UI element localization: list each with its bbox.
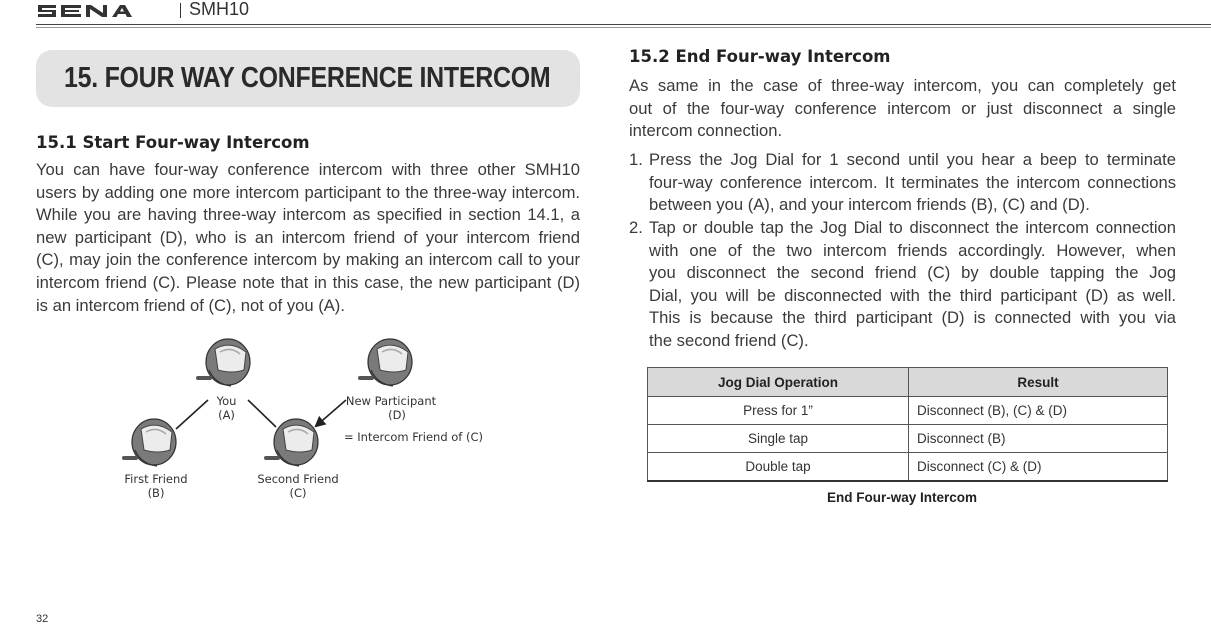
- intercom-friend-note: = Intercom Friend of (C): [344, 430, 484, 444]
- section-start-paragraph: [36, 159, 580, 317]
- list-line: you disconnect the second friend (C) by double tapping the Jog: [649, 263, 1176, 283]
- label-first-friend: First Friend (B): [124, 472, 188, 500]
- paragraph-line: As same in the case of three-way intercom, you can completely get: [629, 76, 1176, 95]
- sena-logo: [36, 3, 132, 19]
- helmet-first-friend-icon: [122, 419, 176, 466]
- paragraph-line: intercom friend (C). Please note that in this case, the new participant (D): [36, 272, 580, 292]
- label-new-participant: New Participant (D): [345, 394, 437, 422]
- list-number: 2.: [629, 218, 643, 237]
- label-second-friend: Second Friend (C): [257, 472, 339, 500]
- header-separator: [180, 3, 181, 18]
- table-cell-result: Disconnect (B), (C) & (D): [909, 397, 1168, 425]
- header-rule-thin: [36, 27, 1211, 28]
- paragraph-line: You can have four-way conference intercom with three other SMH10: [36, 160, 580, 179]
- label-you: You (A): [216, 394, 237, 422]
- section-heading-start: 15.1 Start Four-way Intercom: [36, 133, 310, 152]
- list-line: the second friend (C).: [649, 330, 809, 350]
- list-line: This is because the third participant (D) is connected with you via: [649, 308, 1176, 328]
- table-cell-operation: Single tap: [648, 425, 909, 453]
- helmet-you-icon: [196, 339, 250, 386]
- page-number: 32: [36, 613, 49, 625]
- list-number: 1.: [629, 150, 643, 169]
- chapter-title: 15. FOUR WAY CONFERENCE INTERCOM: [64, 62, 551, 94]
- paragraph-line: intercom connection.: [629, 121, 783, 141]
- list-line: four-way conference intercom. It terminates the intercom connections: [649, 172, 1176, 192]
- jog-dial-table: [647, 367, 1168, 482]
- paragraph-line: out of the four-way conference intercom or just disconnect a single: [629, 98, 1176, 118]
- intercom-diagram: [110, 336, 510, 511]
- header-rule: [36, 24, 1211, 25]
- table-cell-operation: Press for 1”: [648, 397, 909, 425]
- paragraph-line: new participant (D), who is an intercom friend of your intercom friend: [36, 227, 580, 247]
- paragraph-line: (C), may join the conference intercom by making an intercom call to your: [36, 250, 580, 270]
- model-name: SMH10: [189, 0, 250, 19]
- helmet-new-participant-icon: [358, 339, 412, 386]
- paragraph-line: While you are having three-way intercom as specified in section 14.1, a: [36, 205, 580, 225]
- section-end-intro: [629, 75, 1176, 143]
- list-line: Tap or double tap the Jog Dial to disconnect the intercom connection: [649, 218, 1176, 237]
- table-row: [648, 425, 1168, 453]
- chapter-banner: [36, 50, 580, 107]
- table-cell-operation: Double tap: [648, 453, 909, 482]
- table-row: [648, 453, 1168, 482]
- list-line: between you (A), and your intercom friends (B), (C) and (D).: [649, 195, 1090, 215]
- helmet-second-friend-icon: [264, 419, 318, 466]
- table-cell-result: Disconnect (C) & (D): [909, 453, 1168, 482]
- page-header: [36, 0, 1211, 26]
- column-header-operation: Jog Dial Operation: [648, 368, 909, 397]
- column-header-result: Result: [909, 368, 1168, 397]
- table-cell-result: Disconnect (B): [909, 425, 1168, 453]
- paragraph-line: is an intercom friend of (C), not of you (A).: [36, 295, 345, 315]
- table-header-row: [648, 368, 1168, 397]
- list-line: Press the Jog Dial for 1 second until you hear a beep to terminate: [649, 150, 1176, 169]
- section-heading-end: 15.2 End Four-way Intercom: [629, 47, 891, 66]
- list-line: with one of the two intercom friends accordingly. However, when: [649, 240, 1176, 260]
- table-caption: End Four-way Intercom: [826, 490, 978, 505]
- list-line: Dial, you will be disconnected with the third participant (D) as well.: [649, 285, 1176, 305]
- paragraph-line: users by adding one more intercom participant to the three-way intercom.: [36, 182, 580, 202]
- link-you-second-friend: [248, 400, 276, 427]
- table-row: [648, 397, 1168, 425]
